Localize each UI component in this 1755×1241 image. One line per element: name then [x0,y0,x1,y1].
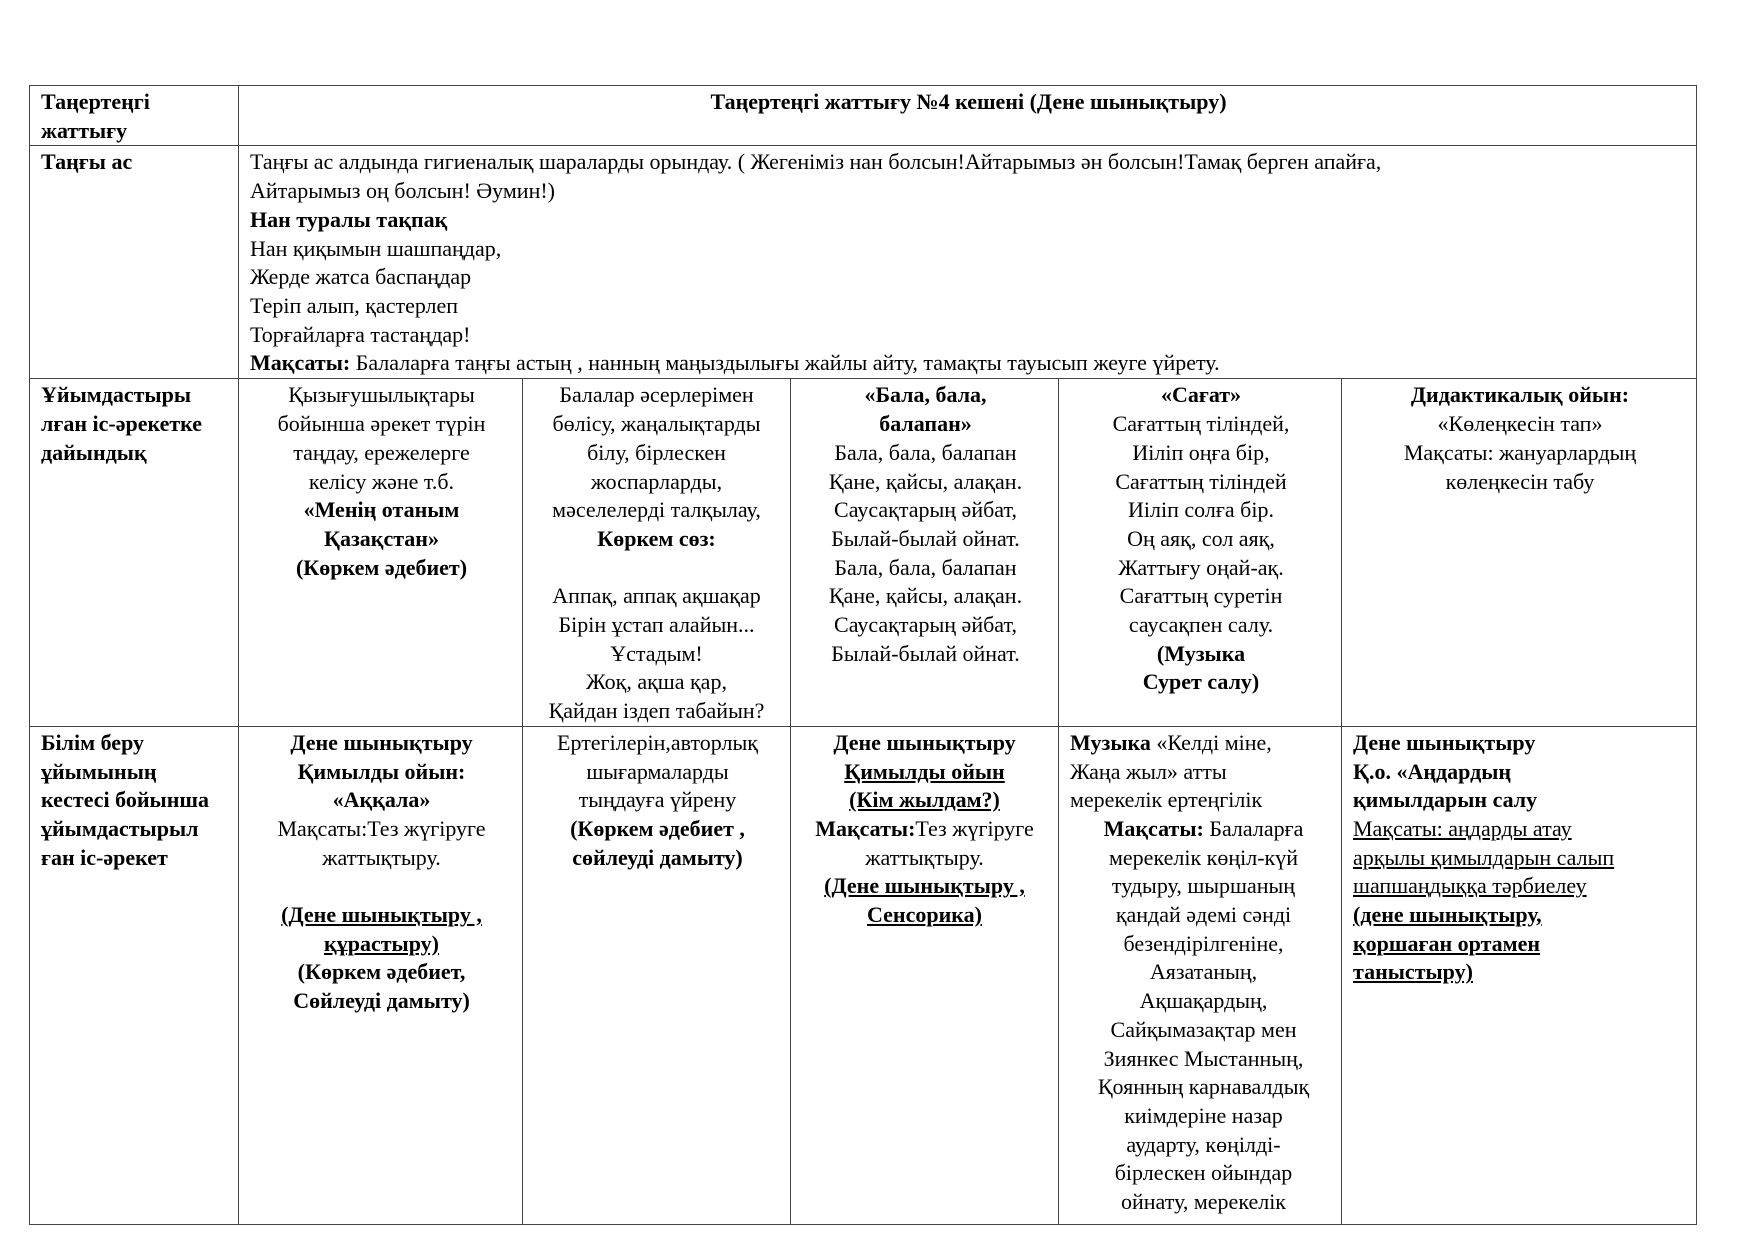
row-preparation [30,379,1697,726]
text-line: жаттықтыру. [322,844,441,870]
schedule-col-5 [1342,726,1697,1224]
poem-line: Былай-былай ойнат. [831,525,1020,551]
preparation-col-1 [239,379,523,726]
poem-line: Қане, қайсы, алақан. [828,468,1023,494]
underline-bold-line: Сенсорика) [867,902,982,928]
schedule-col-2 [523,726,791,1224]
bold-line: «Сағат» [1160,382,1242,408]
schedule-label-text: Білім беру ұйымының кестесі бойынша ұйымдастырыл ған іс-әрекет [41,729,209,870]
music-title-rest: «Келді міне, [1150,729,1272,755]
text-line: Жаңа жыл» атты [1070,758,1227,784]
text-line: Балалар әсерлерімен [559,382,754,408]
text-line: киімдеріне назар [1124,1102,1283,1128]
preparation-label [30,379,239,726]
morning-exercise-content [239,86,1697,146]
poem-line: Былай-былай ойнат. [831,640,1020,666]
text-line: тыңдауға үйрену [578,787,737,813]
poem-line: Иіліп солға бір. [1128,497,1274,523]
blank-line [527,554,786,583]
text-line: көлеңкесін табу [1445,468,1595,494]
breakfast-line-2: Айтарымыз оң болсын! Әумин!) [250,178,556,204]
morning-exercise-text: Таңертеңгі жаттығу №4 кешені (Дене шынықтыру) [710,89,1227,114]
bold-line: сөйлеуді дамыту) [572,844,743,870]
morning-exercise-label-text: Таңертеңгі жаттығу [41,89,150,143]
morning-exercise-label [30,86,239,146]
bold-line: қимылдарын салу [1353,787,1538,813]
preparation-label-text: Ұйымдастыры лған іс-әрекетке дайындық [41,382,203,465]
text-line: аударту, көңілді- [1126,1131,1281,1157]
schedule-col-4 [1059,726,1342,1224]
poem-line: Бала, бала, балапан [834,554,1017,580]
underline-bold-line: (Кім жылдам?) [849,787,1000,813]
breakfast-goal-label: Мақсаты: [250,350,351,376]
preparation-col-4 [1059,379,1342,726]
bold-line: Қ.о. «Аңдардың [1353,758,1512,784]
schedule-label [30,726,239,1224]
poem-line: Сағаттың тіліндей, [1112,411,1290,437]
text-line: жаттықтыру. [865,844,984,870]
poem-line: Иіліп оңға бір, [1132,439,1270,465]
goal-line [1070,815,1337,844]
bold-line: Қазақстан» [324,525,439,551]
text-line: бөлісу, жаңалықтарды [552,411,761,437]
poem-line: Жоқ, ақша қар, [586,669,727,695]
underline-line: Мақсаты: аңдарды атау [1353,815,1572,841]
underline-bold-line: (дене шынықтыру, [1353,902,1542,928]
music-goal-block [1070,815,1337,1217]
music-title: Музыка [1070,729,1151,755]
text-line: Ертегілерін,авторлық [557,729,758,755]
underline-bold-line: (Дене шынықтыру , [824,873,1025,899]
poem-line: Саусақтарың әйбат, [834,612,1017,638]
text-line: Қоянның карнавалдық [1097,1074,1310,1100]
bold-line: Дене шынықтыру [290,729,473,755]
goal-text: Балаларға [1203,815,1304,841]
underline-line: арқылы қимылдарын салып [1353,844,1615,870]
preparation-col-5 [1342,379,1697,726]
goal-text: Тез жүгіруге [915,815,1034,841]
bold-line: «Аққала» [332,787,431,813]
text-line: таңдау, ережелерге [293,439,470,465]
blank-line [250,872,513,901]
bold-line: (Көркем әдебиет , [570,815,745,841]
poem-line: Аппақ, аппақ ақшақар [552,583,761,609]
goal-label: Мақсаты: [815,815,916,841]
text-line: Сайқымазақтар мен [1110,1016,1297,1042]
bold-line: Дидактикалық ойын: [1410,382,1630,408]
row-schedule [30,726,1697,1224]
poem-line: Бірін ұстап алайын... [558,612,755,638]
underline-bold-line: таныстыру) [1353,959,1473,985]
poem-line: Бала, бала, балапан [834,439,1017,465]
text-line: безендірілгеніне, [1123,930,1284,956]
poem-title: Нан туралы тақпақ [250,206,448,232]
text-line: Қызығушылықтары [288,382,475,408]
text-line: Зиянкес Мыстанның, [1103,1045,1304,1071]
text-line: Аязатаның, [1149,959,1258,985]
text-line: келісу және т.б. [308,468,455,494]
text-line: бірлескен ойындар [1114,1160,1293,1186]
goal-line [795,815,1054,844]
poem-line: Нан қиқымын шашпаңдар, [250,235,502,261]
preparation-col-3 [791,379,1059,726]
poem-line: Сағаттың тіліндей [1115,468,1287,494]
poem-line: саусақпен салу. [1128,612,1274,638]
music-title-line [1070,729,1337,758]
text-line: «Көлеңкесін тап» [1437,411,1603,437]
poem-line: Теріп алып, қастерлеп [250,292,459,318]
text-line: шығармаларды [586,758,729,784]
text-line: мерекелік көңіл-күй [1109,844,1298,870]
bold-line: «Менің отаным [303,497,460,523]
bold-line: балапан» [879,411,972,437]
poem-line: Саусақтарың әйбат, [834,497,1017,523]
row-breakfast [30,146,1697,379]
poem-line: Оң аяқ, сол аяқ, [1127,525,1275,551]
bold-line: Дене шынықтыру [1353,729,1536,755]
underline-line: шапшаңдыққа тәрбиелеу [1353,873,1587,899]
lesson-plan-table [29,85,1697,1225]
bold-line: (Музыка [1156,640,1246,666]
poem-line: Жаттығу оңай-ақ. [1118,554,1284,580]
breakfast-label [30,146,239,379]
poem-line: Торғайларға тастаңдар! [250,321,471,347]
text-line: мерекелік ертеңгілік [1070,787,1263,813]
bold-line: Қимылды ойын: [297,758,466,784]
poem-line: Жерде жатса баспаңдар [250,264,472,290]
text-line: Мақсаты:Тез жүгіруге [277,815,486,841]
breakfast-line-1: Таңғы ас алдында гигиеналық шараларды орындау. ( Жегеніміз нан болсын!Айтарымыз ән болсын!Тамақ берген апайға, [250,149,1382,175]
breakfast-goal [250,349,1687,378]
breakfast-label-text: Таңғы ас [41,149,133,175]
text-line: ойнату, мерекелік [1121,1189,1286,1215]
text-line: тудыру, шыршаның [1111,873,1296,899]
text-line: Ақшақардың, [1139,988,1268,1014]
bold-line: Дене шынықтыру [833,729,1016,755]
breakfast-goal-text: Балаларға таңғы астың , нанның маңыздылығы жайлы айту, тамақты тауысып жеуге үйрету. [350,350,1220,376]
bold-line: (Көркем әдебиет) [295,554,468,580]
underline-bold-line: қоршаған ортамен [1353,930,1541,956]
schedule-col-3 [791,726,1059,1224]
bold-line: (Көркем әдебиет, [297,959,466,985]
underline-bold-line: (Дене шынықтыру , [281,902,482,928]
bold-line: «Бала, бала, [864,382,987,408]
poem-line: Қане, қайсы, алақан. [828,583,1023,609]
text-line: қандай әдемі сәнді [1115,902,1292,928]
text-line: жоспарларды, [590,468,723,494]
goal-label: Мақсаты: [1103,815,1204,841]
preparation-col-2 [523,379,791,726]
bold-line: Көркем сөз: [597,525,716,551]
schedule-col-1 [239,726,523,1224]
bold-line: Сөйлеуді дамыту) [293,988,470,1014]
poem-line: Ұстадым! [610,640,703,666]
underline-bold-line: құрастыру) [324,930,439,956]
bold-line: Сурет салу) [1142,669,1260,695]
poem-line: Сағаттың суретін [1119,583,1283,609]
text-line: Мақсаты: жануарлардың [1403,439,1637,465]
text-line: білу, бірлескен [587,439,726,465]
poem-line: Қайдан іздеп табайын? [548,698,765,724]
breakfast-content [239,146,1697,379]
text-line: бойынша әрекет түрін [277,411,486,437]
underline-bold-line: Қимылды ойын [844,758,1005,784]
row-morning-exercise [30,86,1697,146]
text-line: мәселелерді талқылау, [552,497,761,523]
